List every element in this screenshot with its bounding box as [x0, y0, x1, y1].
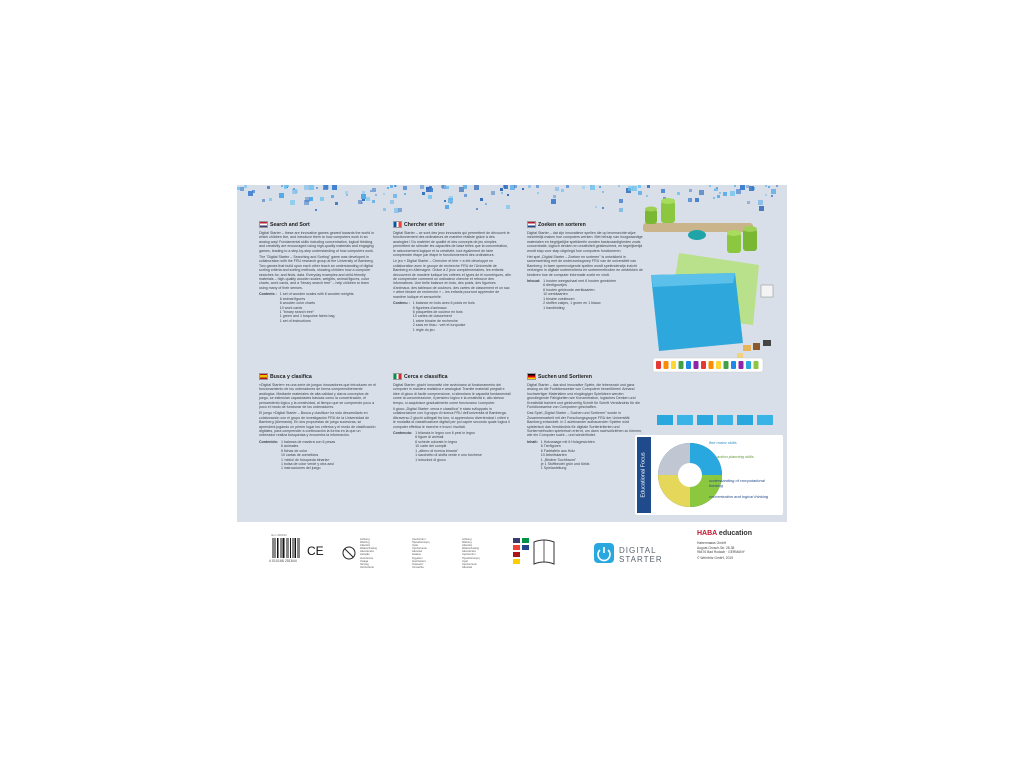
column-body-2: El juego «Digital Starter – Busca y clasifica» ha sido desarrollado en colaboración con el grupo de investigación FRU de la Universidad de Bamberg (Alemania). En dos propuestas de juego sucesivas, se aprenderá jugando un primer lugar los criterios y el modo de clasificación digitales, para comprender a continuación la forma en la que un ordenador realiza búsquedas y encuentra la información. [259, 411, 376, 438]
pixel-square [504, 185, 508, 189]
pixel-square [506, 205, 510, 209]
list-item: 10 work cards [279, 305, 303, 310]
column-body-2: Het spel „Digital Starter – Zoeken en sorteren" is ontwikkeld in samenwerking met de onderzoeksgroep FRU van de universiteit van Bamberg. In twee opeenvolgende spellen wordt spelenderwijs inzicht verkregen in digitale sorteercriteria en sorteermethoden en ontdekken de kinderen hoe de computer informatie zoekt en vindt. [527, 255, 643, 277]
warning-item: Varning [360, 562, 369, 566]
pixel-square [244, 185, 247, 188]
pixel-square [372, 188, 376, 192]
pixel-square [292, 189, 297, 194]
flag-it-icon [393, 373, 402, 380]
pixel-square [551, 199, 556, 204]
pixel-square [602, 207, 604, 209]
brand-name: DIGITAL STARTER [619, 546, 663, 564]
column-body: Digital Starter: giochi innovativi che avvicinano al funzionamento dei computer in maniera realistica e analogica! Tramite materiali pregiati e idee di gioco di facile comprensione, si stimolano le capacità fondamentali come la concentrazione, il pensiero logico e la creatività e, allo stesso tempo, si acquisisce gradualmente come funzionano i computer. [393, 383, 511, 405]
warning-list-2 [412, 538, 444, 569]
pixel-square [290, 200, 295, 205]
column-body: Digital Starter – ce sont des jeux innovants qui permettent de découvrir le fonctionnement des ordinateurs de manière réaliste grâce à des analogies ! Du matériel de qualité et des concepts de jeu simples permettent de stimuler les capacités de base telles que la concentration, le raisonnement logique et la créativité, tout également de faire comprendre étape par étape le fonctionnement des ordinateurs. [393, 231, 510, 258]
column-fr [393, 221, 511, 332]
no-under-3-icon [342, 546, 356, 560]
pixel-square [315, 209, 317, 211]
list-item: 6 fichas de color [280, 448, 308, 453]
warning-item: Upozornění [462, 553, 476, 557]
list-item: 1 set of instructions [279, 318, 311, 323]
pixel-square [393, 194, 397, 198]
color-chip [709, 361, 714, 369]
pixel-square [252, 190, 255, 193]
list-item: 6 wooden color charts [279, 301, 315, 306]
pixel-square [422, 192, 425, 195]
warning-item: Hoiatus [412, 553, 421, 557]
color-chip [746, 361, 751, 369]
list-item: 6 animal figures [279, 296, 306, 301]
pixel-square [507, 194, 509, 196]
pixel-square [309, 185, 314, 190]
warning-item: Προειδοποίηση [462, 556, 480, 560]
pixel-square [522, 188, 524, 190]
list-item: 6 schede colorate in legno [415, 439, 458, 444]
column-title: Search and Sort [270, 221, 310, 228]
color-chip [679, 361, 684, 369]
pixel-square [383, 193, 385, 195]
color-chip [701, 361, 706, 369]
list-item: 6 diertiguurtjes [543, 283, 567, 288]
pixel-square [536, 185, 539, 188]
contents-label: Inhalt: [527, 439, 538, 444]
pixel-square [428, 195, 432, 199]
color-chip [671, 361, 676, 369]
warning-item: Advarsel [412, 550, 423, 554]
column-title: Suchen und Sortieren [538, 373, 592, 380]
list-item: 1 binaire zoekboom [543, 296, 575, 301]
power-icon [593, 542, 615, 564]
pixel-square [304, 185, 309, 190]
pixel-square [237, 187, 240, 190]
pixel-square [450, 202, 452, 204]
warning-list-3 [462, 538, 494, 569]
list-item: 10 Arbeitskarten [540, 453, 567, 458]
list-item: 1 «árbol de búsqueda binaria» [280, 457, 330, 462]
pixel-square [734, 185, 736, 187]
pixel-square [370, 190, 372, 192]
list-item: 1 bilancia in legno con 6 pesi in legno [415, 431, 475, 436]
pixel-square [262, 199, 265, 202]
pixel-square [372, 200, 375, 203]
contents-label: Contenu : [393, 301, 410, 306]
skill-label: action planning skills [717, 454, 754, 459]
color-chip [686, 361, 691, 369]
pixel-square [446, 186, 449, 189]
list-item: 10 werkkaarten [543, 292, 568, 297]
column-en [259, 221, 377, 323]
list-item: 1 handleiding [543, 305, 565, 310]
packaging-back [237, 185, 787, 579]
list-item: 2 stoffen zakjes, 1 groen en 1 blauw [543, 301, 601, 306]
product-illustration [639, 195, 784, 425]
pixel-square [390, 185, 393, 188]
barcode-icon [271, 538, 301, 558]
pixel-square [269, 198, 272, 201]
column-de [527, 373, 645, 471]
warning-item: Upozornění [412, 538, 426, 541]
pixel-square [463, 185, 467, 189]
warning-item: Uzmanību [412, 565, 424, 569]
contents-list [527, 440, 645, 471]
column-body-2: The "Digital Starter – Searching and Sorting" game was developed in collaboration with the FRU research group at the University of Bamberg. Two games that build upon each other teach an understanding of digital sorting criteria and sorting methods, showing children how a computer searches for, and finds, data. Everyday examples and child-friendly materials – high-quality wooden scales, weights, animal figures, color charts, work cards, and a "binary search tree" – help children to learn using many of their senses. [259, 255, 374, 290]
pixel-square [528, 185, 531, 188]
pixel-square [619, 199, 623, 203]
pixel-square [476, 208, 478, 210]
contents-label: Contents : [259, 292, 277, 297]
pixel-square [287, 185, 289, 187]
pixel-square [771, 189, 776, 194]
pixel-square [555, 187, 559, 191]
list-item: 6 figurines d'animaux [412, 305, 447, 310]
pixel-square [309, 197, 313, 201]
skill-label: concentration and logical thinking [709, 494, 769, 499]
skill-label: understanding of computational thinking [709, 478, 765, 488]
info-panel [237, 185, 787, 522]
educational-focus [635, 435, 783, 515]
list-item: je 1 Stoffbeutel grün und türkis [540, 461, 590, 466]
warning-item: Uyarı [462, 559, 469, 563]
list-item: 1 règle du jeu [412, 327, 435, 332]
color-chip [739, 361, 744, 369]
contents-list [259, 292, 377, 323]
warning-item: Achtung [360, 538, 370, 541]
color-chip [664, 361, 669, 369]
column-title: Chercher et trier [404, 221, 445, 228]
list-item: 1 bolsa de color verde y otra azul [280, 461, 334, 466]
warning-item: Ostrzeżenie [360, 565, 374, 569]
list-item: 1 instrucciones del juego [280, 466, 321, 471]
pixel-square [582, 186, 585, 189]
pixel-square [358, 200, 362, 204]
item-number: Item 306192 [271, 533, 287, 537]
warning-item: Attention [360, 544, 371, 548]
flag-nl-icon [527, 221, 536, 228]
pixel-square [474, 185, 479, 190]
color-chip [656, 361, 661, 369]
list-item: 6 Tierfiguren [540, 444, 561, 449]
pixel-square [394, 185, 396, 187]
warning-item: Uyarı [412, 544, 419, 548]
barcode-number: 4 010168 251844 [269, 559, 297, 563]
list-item: 1 „Binärer Suchbaum" [540, 457, 577, 462]
color-chip [716, 361, 721, 369]
list-item: 1 Spielanleitung [540, 466, 567, 471]
pixel-square [749, 186, 754, 191]
column-title: Cerca e classifica [404, 373, 448, 380]
column-body: Digital Starter – these are innovative games geared towards the world in which children live, and introduce them to how computers work in an analog way! Fundamental skills including concentration, logical thinking, and creativity are encouraged using high-quality materials and engaging games, leading to a step-by-step understanding of how computers work. [259, 231, 374, 253]
pixel-square [537, 192, 539, 194]
pixel-square [441, 185, 444, 188]
pixel-square [267, 186, 270, 189]
warning-item: Atenção [360, 553, 370, 557]
list-item: 6 animales [280, 444, 299, 449]
column-it [393, 373, 511, 462]
list-item: 1 houten weegschaal met 6 houten gewichten [543, 279, 617, 284]
list-item: 6 Farbtafeln aus Holz [540, 448, 575, 453]
dice [761, 285, 773, 297]
column-body-2: Das Spiel „Digital Starter – Suchen und Sortieren" wurde in Zusammenarbeit mit der Forschungsgruppe FRU der Universität Bamberg entwickelt. In 2 aufeinander aufbauenden Spielen wird spielerisch das Verständnis für digitale Sortierkriterien und Sortiermethoden spielerisch erlernt, um dann nachvollziehen zu können, wie ein Computer sucht – und wiederfindet. [527, 411, 643, 438]
list-item: 1 arbre binaire de recherche [412, 318, 458, 323]
pixel-square [553, 195, 556, 198]
list-item: 10 cartas de cometidos [280, 453, 319, 458]
list-item: 6 houten gekleurde werkkaarten [543, 287, 595, 292]
list-item: 1 green and 1 turquoise fabric bag [279, 314, 335, 319]
pixel-square [599, 186, 601, 188]
package-footer [237, 522, 787, 579]
color-chip [754, 361, 759, 369]
warning-item: Waarschuwing [360, 547, 377, 551]
contents-list [393, 431, 511, 462]
flag-us-icon [259, 221, 268, 228]
pixel-square [619, 208, 623, 212]
warning-list [360, 538, 392, 569]
list-item: 1 „albero di ricerca binaria" [415, 448, 458, 453]
list-item: 1 sacchetto di stoffa verde e uno turchese [415, 453, 482, 458]
pixel-square [647, 185, 650, 188]
contents-list [393, 301, 511, 332]
pixel-square [366, 197, 370, 201]
list-item: 6 figure di animali [415, 435, 444, 440]
pixel-square [566, 185, 569, 188]
pixel-square [765, 185, 767, 187]
contents-list [259, 440, 377, 471]
flag-fr-icon [393, 221, 402, 228]
pixel-square [709, 185, 711, 187]
warning-item: Advarsel [462, 565, 473, 569]
warning-item: Achtung [462, 538, 472, 541]
pixel-square [768, 186, 770, 188]
pixel-square [323, 185, 328, 190]
pixel-square [346, 194, 348, 196]
ce-mark: CE [307, 544, 324, 558]
pixel-square [383, 208, 386, 211]
pixel-square [281, 185, 283, 187]
column-body: «Digital Starter» es una serie de juegos innovadores que introducen en el funcionamiento de los ordenadores de forma comprensiblemente análogica. Mediante materiales de alta calidad y claros conceptos de juego, se estimulan capacidades básicas como la concentración, el pensamiento lógico y la creatividad, al tiempo que se comprende poco a poco el modo de funcionar de los ordenadores. [259, 383, 377, 410]
pixel-square [480, 198, 483, 201]
list-item: 10 carte dei compiti [415, 444, 447, 449]
pixel-square [331, 195, 334, 198]
pixel-square [602, 191, 604, 193]
pixel-square [661, 189, 665, 193]
pixel-square [387, 187, 389, 189]
scale-foot [688, 230, 706, 240]
warning-item: Avvertenza [360, 556, 373, 560]
pixel-square [689, 189, 692, 192]
warning-item: Avertisment [412, 559, 426, 563]
warning-item: Advertencia [360, 550, 374, 554]
list-item: 1 balance en bois avec 6 poids en bois [412, 301, 475, 306]
pixel-square [464, 194, 467, 197]
warning-item: Advertencia [462, 550, 476, 554]
pixel-square [403, 186, 407, 190]
publisher-address: Habermaass GmbH August-Grosch-Str. 28-38 96476 Bad Rodach · GERMANY © Wehrfritz GmbH, 2019 [697, 541, 745, 560]
contents-label: Contenuto: [393, 431, 413, 436]
pixel-square [618, 185, 620, 187]
warning-item: Waarschuwing [462, 547, 479, 551]
pixel-square [375, 194, 377, 196]
pixel-square [740, 185, 745, 190]
flag-de-icon [527, 373, 536, 380]
color-chip [724, 361, 729, 369]
warning-item: Warning [360, 541, 370, 545]
color-chip [694, 361, 699, 369]
contents-label: Contenido: [259, 439, 278, 444]
column-body-2: Le jeu « Digital Starter – Chercher et trier » a été développé en collaboration avec le groupe de recherche FRU de l'Université de Bamberg en Allemagne. Grâce à 2 jeux complémentaires, les enfants découvrent de manière ludique les critères et types de tri numériques, afin de comprendre comment un ordinateur cherche et retrouve des informations. Une belle balance en bois, des poids, des figurines d'animaux, des tableaux de couleurs, des cartes de classement et un sac « arbre binaire de recherche » – les enfants pourront apprendre de manière ludique et sensorielle. [393, 259, 511, 299]
column-nl [527, 221, 645, 310]
publisher-logo: HABA education [697, 530, 752, 537]
warning-item: Προειδοποίηση [412, 541, 430, 545]
edu-title: Educational Focus [641, 452, 647, 498]
pixel-square [445, 205, 449, 209]
edu-title-bar [637, 437, 651, 513]
pixel-square [500, 188, 503, 191]
flags-book-icon [512, 536, 562, 568]
pixel-square [485, 203, 487, 205]
list-item: 1 set of wooden scales with 6 wooden weights [279, 292, 354, 297]
contents-label: Inhoud: [527, 279, 541, 284]
warning-item: Upozornenie [462, 562, 477, 566]
column-title: Busca y clasifica [270, 373, 312, 380]
pixel-square [390, 200, 394, 204]
list-item: 1 istruzioni di gioco [415, 457, 446, 462]
pixel-square [501, 192, 503, 194]
warning-item: Attention [462, 544, 473, 548]
pixel-square [404, 193, 406, 195]
list-item: 2 sacs en tissu : vert et turquoise [412, 323, 466, 328]
column-body: Digital Starter – dat zijn innovatieve spellen die op levensechte wijze inzichtelijk maken hoe computers werken. Met behulp van hoogwaardige materialen en begrijpelijke spelideeën worden basisvaardigheden zoals concentratie, logisch denken en creativiteit gestimuleerd, en tegelijkertijd wordt stap voor stap uitgelegd hoe computers functioneren. [527, 231, 643, 253]
blue-tiles [657, 415, 773, 425]
pixel-square [595, 206, 597, 208]
column-es [259, 373, 377, 471]
pixel-square [514, 185, 517, 188]
warning-item: Warning [462, 541, 472, 545]
pixel-square [719, 192, 721, 194]
skill-label: fine motor skills [709, 440, 737, 445]
list-item: 6 plaquettes de couleur en bois [412, 309, 463, 314]
column-body-2: Il gioco „Digital Starter: cerca e classifica" è stato sviluppato in collaborazione con il gruppo di ricerca FRU dell'università di Bamberga. Attraverso 2 giochi collegati fra loro, si apprendono divertendosi i criteri e le modalità di classificazione digitali per poi capire secondo quale logica il computer effettua le ricerche e trova i risultati. [393, 407, 510, 429]
pixel-square [316, 187, 318, 189]
pixel-square [429, 188, 433, 192]
pixel-square [638, 185, 641, 188]
warning-item: Figyelem [412, 556, 423, 560]
flag-es-icon [259, 373, 268, 380]
color-chip [731, 361, 736, 369]
warning-item: Upozornenie [412, 547, 427, 551]
pixel-square [628, 186, 633, 191]
pixel-square [444, 200, 446, 202]
pixel-square [420, 185, 424, 189]
list-item: 10 cartes de classement [412, 314, 452, 319]
pixel-square [716, 187, 718, 189]
list-item: 1 balanza de madera con 6 pesas [280, 439, 336, 444]
warning-item: Uwaga [360, 559, 369, 563]
pixel-square [491, 191, 495, 195]
contents-list [527, 279, 645, 310]
list-item: 1 "binary search tree" [279, 309, 315, 314]
list-item: 1 Holzwaage mit 6 Holzgewichten [540, 439, 595, 444]
pixel-square [590, 185, 595, 190]
pixel-square [335, 202, 338, 205]
column-title: Zoeken en sorteren [538, 221, 586, 228]
pixel-square [561, 189, 564, 192]
pixel-square [776, 185, 778, 187]
warning-item: Опасност [412, 562, 424, 566]
pixel-square [279, 193, 284, 198]
pixel-square [332, 185, 337, 190]
pixel-square [320, 197, 324, 201]
pixel-square [394, 208, 399, 213]
column-body: Digital Starter – das sind innovative Spiele, die lebensnah und ganz analog an die Funktionsweise von Computern heranführen! Anhand hochwertiger Materialien und eingängiger Spielideen werden grundlegende Fähigkeiten wie Konzentration, logisches Denken und Kreativität trainiert und gleichzeitig Schritt für Schritt Verständnis für die Funktionsweise von Computern geschaffen. [527, 383, 641, 410]
